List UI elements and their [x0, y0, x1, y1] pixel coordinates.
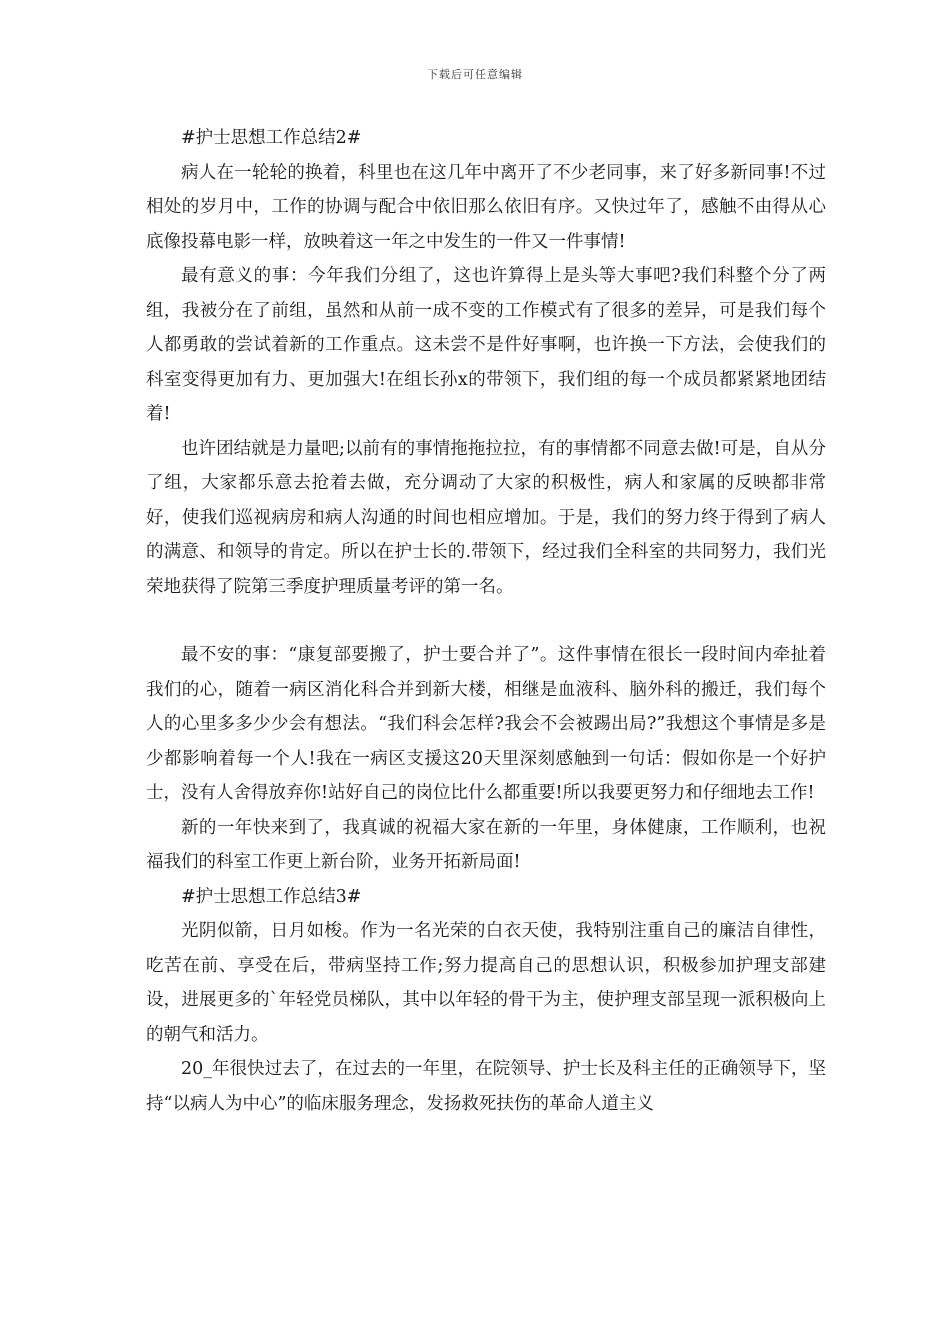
paragraph-gap	[146, 604, 826, 638]
document-body	[146, 121, 826, 1121]
paragraph: 最有意义的事：今年我们分组了，这也许算得上是头等大事吧?我们科整个分了两组，我被分在了前组，虽然和从前一成不变的工作模式有了很多的差异，可是我们每个人都勇敢的尝试着新的工作重点。这未尝不是件好事啊，也许换一下方法，会使我们的科室变得更加有力、更加强大!在组长孙x的带领下，我们组的每一个成员都紧紧地团结着!	[146, 266, 826, 424]
paragraph: 新的一年快来到了，我真诚的祝福大家在新的一年里，身体健康，工作顺利，也祝福我们的科室工作更上新台阶，业务开拓新局面!	[146, 817, 826, 872]
section-heading: #护士思想工作总结2#	[181, 128, 362, 148]
section-heading: #护士思想工作总结3#	[181, 886, 362, 907]
paragraph: 光阴似箭，日月如梭。作为一名光荣的白衣天使，我特别注重自己的廉洁自律性，吃苦在前、享受在后，带病坚持工作;努力提高自己的思想认识，积极参加护理支部建设，进展更多的`年轻党员梯队，其中以年轻的骨干为主，使护理支部呈现一派积极向上的朝气和活力。	[146, 921, 826, 1045]
paragraph: 病人在一轮轮的换着，科里也在这几年中离开了不少老同事，来了好多新同事!不过相处的岁月中，工作的协调与配合中依旧那么依旧有序。又快过年了，感触不由得从心底像投幕电影一样，放映着这一年之中发生的一件又一件事情!	[146, 162, 826, 252]
page-header-note: 下载后可任意编辑	[427, 68, 523, 81]
paragraph: 也许团结就是力量吧;以前有的事情拖拖拉拉，有的事情都不同意去做!可是，自从分了组，大家都乐意去抢着去做，充分调动了大家的积极性，病人和家属的反映都非常好，使我们巡视病房和病人沟通的时间也相应增加。于是，我们的努力终于得到了病人的满意、和领导的肯定。所以在护士长的.带领下，经过我们全科室的共同努力，我们光荣地获得了院第三季度护理质量考评的第一名。	[146, 438, 826, 597]
paragraph: 20_年很快过去了，在过去的一年里，在院领导、护士长及科主任的正确领导下，坚持“以病人为中心”的临床服务理念，发扬救死扶伤的革命人道主义	[146, 1059, 826, 1114]
paragraph: 最不安的事：“康复部要搬了，护士要合并了”。这件事情在很长一段时间内牵扯着我们的心，随着一病区消化科合并到新大楼，相继是血液科、脑外科的搬迁，我们每个人的心里多多少少会有想法。“我们科会怎样?我会不会被踢出局?”我想这个事情是多是少都影响着每一个人!我在一病区支援这20天里深刻感触到一句话：假如你是一个好护士，没有人舍得放弃你!站好自己的岗位比什么都重要!所以我要更努力和仔细地去工作!	[146, 645, 826, 803]
